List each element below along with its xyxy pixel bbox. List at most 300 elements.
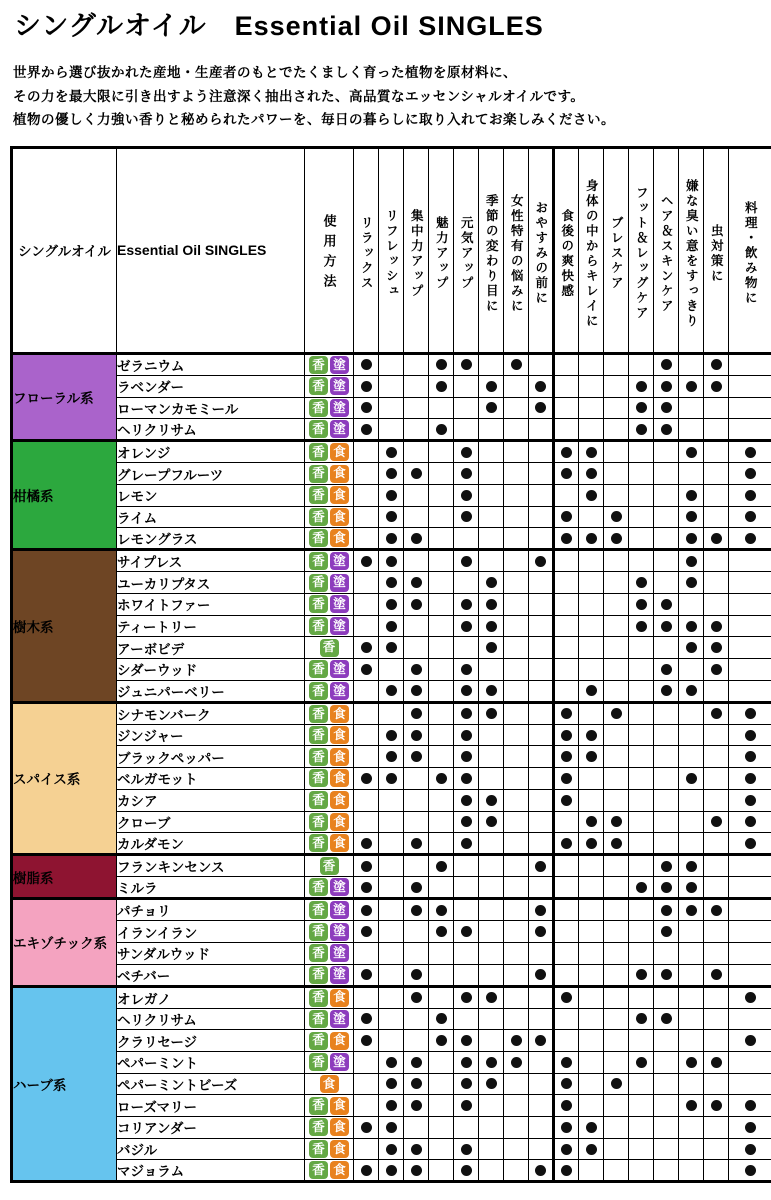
- benefit-cell: [504, 921, 529, 943]
- benefit-cell: [404, 1095, 429, 1117]
- benefit-dot: [686, 490, 697, 501]
- benefit-cell: [404, 964, 429, 986]
- usage-badge: 塗: [330, 552, 349, 570]
- benefit-dot: [386, 511, 397, 522]
- benefit-dot: [586, 468, 597, 479]
- usage-badge: 塗: [330, 420, 349, 438]
- benefit-cell: [354, 1008, 379, 1030]
- usage-badge: 香: [309, 356, 328, 374]
- benefit-dot: [411, 708, 422, 719]
- benefit-dot: [436, 381, 447, 392]
- benefit-cell: [354, 1095, 379, 1117]
- benefit-cell: [554, 572, 579, 594]
- oil-name: グレープフルーツ: [117, 463, 305, 485]
- benefit-dot: [745, 447, 756, 458]
- usage-badge: 塗: [330, 399, 349, 417]
- benefit-cell: [579, 463, 604, 485]
- benefit-cell: [729, 397, 771, 419]
- benefit-cell: [479, 942, 504, 964]
- benefit-cell: [629, 1117, 654, 1139]
- benefit-cell: [429, 1138, 454, 1160]
- benefit-cell: [729, 746, 771, 768]
- benefit-cell: [554, 768, 579, 790]
- benefit-cell: [629, 484, 654, 506]
- table-row: [12, 921, 771, 943]
- benefit-cell: [654, 637, 679, 659]
- benefit-dot: [636, 1057, 647, 1068]
- benefit-dot: [461, 490, 472, 501]
- table-row: [12, 724, 771, 746]
- benefit-cell: [554, 1117, 579, 1139]
- benefit-dot: [411, 1100, 422, 1111]
- usage-badge: 香: [309, 966, 328, 984]
- usage-badge: 塗: [330, 944, 349, 962]
- benefit-cell: [729, 528, 771, 550]
- usage-badge: 香: [309, 901, 328, 919]
- usage-cell: [305, 1160, 354, 1182]
- benefit-cell: [529, 375, 554, 397]
- benefit-cell: [679, 724, 704, 746]
- benefit-cell: [604, 463, 629, 485]
- benefit-cell: [679, 637, 704, 659]
- benefit-cell: [629, 1008, 654, 1030]
- benefit-cell: [404, 637, 429, 659]
- benefit-dot: [745, 1035, 756, 1046]
- benefit-cell: [504, 484, 529, 506]
- benefit-cell: [704, 1095, 729, 1117]
- usage-badge: 香: [309, 944, 328, 962]
- benefit-cell: [554, 855, 579, 877]
- benefit-cell: [554, 419, 579, 441]
- benefit-cell: [579, 1117, 604, 1139]
- benefit-cell: [479, 659, 504, 681]
- benefit-cell: [579, 746, 604, 768]
- table-row: [12, 986, 771, 1008]
- benefit-cell: [529, 921, 554, 943]
- benefit-dot: [686, 642, 697, 653]
- benefit-dot: [745, 1165, 756, 1176]
- benefit-cell: [454, 702, 479, 724]
- benefit-dot: [745, 511, 756, 522]
- benefit-dot: [361, 664, 372, 675]
- benefit-cell: [704, 833, 729, 855]
- benefit-dot: [561, 533, 572, 544]
- usage-cell: [305, 899, 354, 921]
- category-cell: スパイス系: [12, 702, 117, 854]
- benefit-cell: [454, 594, 479, 616]
- benefit-cell: [554, 1138, 579, 1160]
- benefit-cell: [404, 986, 429, 1008]
- benefit-cell: [579, 833, 604, 855]
- benefit-dot: [386, 1078, 397, 1089]
- usage-badge: 香: [309, 1140, 328, 1158]
- usage-badge: 香: [309, 595, 328, 613]
- benefit-cell: [679, 528, 704, 550]
- usage-cell: [305, 594, 354, 616]
- benefit-cell: [679, 899, 704, 921]
- table-row: [12, 441, 771, 463]
- benefit-cell: [654, 375, 679, 397]
- benefit-cell: [554, 397, 579, 419]
- benefit-cell: [354, 550, 379, 572]
- table-row: [12, 1160, 771, 1182]
- benefit-cell: [404, 702, 429, 724]
- benefit-cell: [629, 986, 654, 1008]
- benefit-cell: [579, 964, 604, 986]
- benefit-cell: [679, 572, 704, 594]
- oil-name: イランイラン: [117, 921, 305, 943]
- benefit-dot: [436, 926, 447, 937]
- benefit-cell: [604, 921, 629, 943]
- benefit-cell: [354, 397, 379, 419]
- benefit-cell: [729, 550, 771, 572]
- oil-name: シダーウッド: [117, 659, 305, 681]
- benefit-dot: [561, 838, 572, 849]
- category-cell: 樹木系: [12, 550, 117, 702]
- benefit-dot: [436, 905, 447, 916]
- usage-badges: [305, 791, 353, 809]
- benefit-cell: [354, 921, 379, 943]
- benefit-cell: [404, 1138, 429, 1160]
- benefit-cell: [529, 659, 554, 681]
- benefit-cell: [604, 768, 629, 790]
- benefit-cell: [654, 1008, 679, 1030]
- usage-badge: 塗: [330, 966, 349, 984]
- benefit-dot: [686, 882, 697, 893]
- benefit-cell: [729, 572, 771, 594]
- benefit-cell: [629, 1073, 654, 1095]
- benefit-cell: [529, 811, 554, 833]
- benefit-cell: [529, 1095, 554, 1117]
- benefit-dot: [361, 1165, 372, 1176]
- benefit-cell: [454, 899, 479, 921]
- usage-cell: [305, 484, 354, 506]
- table-row: [12, 877, 771, 899]
- benefit-cell: [479, 1051, 504, 1073]
- benefit-cell: [629, 942, 654, 964]
- benefit-dot: [361, 838, 372, 849]
- usage-badge: 食: [330, 769, 349, 787]
- benefit-cell: [354, 637, 379, 659]
- intro-line-1: 世界から選び抜かれた産地・生産者のもとでたくましく育った植物を原材料に、: [13, 65, 517, 81]
- benefit-cell: [604, 594, 629, 616]
- benefit-cell: [679, 1008, 704, 1030]
- oil-name: ティートリー: [117, 615, 305, 637]
- benefit-cell: [629, 746, 654, 768]
- usage-cell: [305, 789, 354, 811]
- benefit-cell: [504, 811, 529, 833]
- benefit-dot: [561, 1078, 572, 1089]
- benefit-dot: [561, 447, 572, 458]
- usage-badge: 食: [330, 465, 349, 483]
- oil-name: パチョリ: [117, 899, 305, 921]
- benefit-cell: [404, 463, 429, 485]
- benefit-cell: [429, 659, 454, 681]
- benefit-cell: [379, 615, 404, 637]
- benefit-cell: [504, 506, 529, 528]
- benefit-dot: [611, 838, 622, 849]
- benefit-dot: [561, 708, 572, 719]
- benefit-dot: [661, 621, 672, 632]
- usage-cell: [305, 441, 354, 463]
- benefit-dot: [561, 795, 572, 806]
- benefit-cell: [429, 1160, 454, 1182]
- benefit-cell: [379, 899, 404, 921]
- benefit-cell: [579, 986, 604, 1008]
- benefit-dot: [386, 1122, 397, 1133]
- benefit-dot: [361, 642, 372, 653]
- benefit-dot: [636, 577, 647, 588]
- benefit-cell: [404, 1008, 429, 1030]
- benefit-cell: [379, 1117, 404, 1139]
- benefit-cell: [579, 1008, 604, 1030]
- benefit-dot: [486, 816, 497, 827]
- benefit-dot: [686, 577, 697, 588]
- benefit-cell: [654, 419, 679, 441]
- benefit-cell: [604, 1073, 629, 1095]
- header-benefit-8: [529, 147, 554, 353]
- benefit-dot: [745, 490, 756, 501]
- benefit-dot: [386, 447, 397, 458]
- oil-name: アーボビデ: [117, 637, 305, 659]
- usage-badge: 香: [309, 465, 328, 483]
- usage-badges: [305, 1161, 353, 1179]
- benefit-cell: [404, 419, 429, 441]
- benefit-cell: [604, 1051, 629, 1073]
- benefit-dot: [686, 381, 697, 392]
- usage-cell: [305, 1117, 354, 1139]
- benefit-cell: [604, 702, 629, 724]
- usage-badge: 塗: [330, 1053, 349, 1071]
- usage-badges: [305, 420, 353, 438]
- benefit-cell: [379, 550, 404, 572]
- benefit-dot: [561, 1100, 572, 1111]
- benefit-dot: [461, 664, 472, 675]
- benefit-cell: [579, 1073, 604, 1095]
- oil-name: ブラックペッパー: [117, 746, 305, 768]
- benefit-cell: [704, 637, 729, 659]
- benefit-dot: [411, 468, 422, 479]
- benefit-dot: [386, 642, 397, 653]
- benefit-cell: [629, 572, 654, 594]
- benefit-cell: [679, 397, 704, 419]
- benefit-cell: [529, 463, 554, 485]
- benefit-cell: [529, 789, 554, 811]
- benefit-cell: [729, 659, 771, 681]
- benefit-cell: [654, 550, 679, 572]
- benefit-dot: [486, 402, 497, 413]
- benefit-cell: [504, 572, 529, 594]
- benefit-cell: [379, 572, 404, 594]
- benefit-cell: [679, 702, 704, 724]
- benefit-dot: [411, 599, 422, 610]
- benefit-dot: [745, 533, 756, 544]
- benefit-dot: [561, 730, 572, 741]
- benefit-cell: [379, 811, 404, 833]
- benefit-cell: [404, 899, 429, 921]
- benefit-cell: [729, 1008, 771, 1030]
- benefit-cell: [579, 702, 604, 724]
- benefit-cell: [454, 441, 479, 463]
- benefit-dot: [611, 533, 622, 544]
- benefit-cell: [579, 419, 604, 441]
- benefit-cell: [504, 746, 529, 768]
- benefit-cell: [504, 615, 529, 637]
- table-row: [12, 463, 771, 485]
- benefit-dot: [711, 642, 722, 653]
- usage-badges: [305, 574, 353, 592]
- benefit-cell: [579, 484, 604, 506]
- benefit-cell: [704, 353, 729, 375]
- benefit-cell: [629, 659, 654, 681]
- benefit-cell: [704, 746, 729, 768]
- benefit-cell: [379, 397, 404, 419]
- benefit-cell: [729, 1051, 771, 1073]
- header-benefit-2: [379, 147, 404, 353]
- header-benefit-label: 魅力アップ: [434, 216, 449, 292]
- benefit-cell: [354, 702, 379, 724]
- usage-cell: [305, 528, 354, 550]
- benefit-cell: [404, 680, 429, 702]
- benefit-cell: [679, 1030, 704, 1052]
- benefit-cell: [654, 680, 679, 702]
- benefit-cell: [679, 463, 704, 485]
- benefit-cell: [354, 877, 379, 899]
- usage-cell: [305, 768, 354, 790]
- oil-name: ベルガモット: [117, 768, 305, 790]
- benefit-cell: [504, 550, 529, 572]
- benefit-dot: [386, 751, 397, 762]
- benefit-cell: [504, 594, 529, 616]
- benefit-cell: [479, 550, 504, 572]
- intro-line-3: 植物の優しく力強い香りと秘められたパワーを、毎日の暮らしに取り入れてお楽しみください。: [13, 112, 615, 128]
- benefit-cell: [429, 1030, 454, 1052]
- benefit-dot: [636, 1013, 647, 1024]
- benefit-dot: [411, 1078, 422, 1089]
- usage-cell: [305, 463, 354, 485]
- table-row: [12, 702, 771, 724]
- benefit-cell: [579, 594, 604, 616]
- benefit-dot: [586, 751, 597, 762]
- benefit-cell: [504, 899, 529, 921]
- usage-badge: 食: [330, 813, 349, 831]
- usage-cell: [305, 1073, 354, 1095]
- benefit-dot: [711, 708, 722, 719]
- category-cell: 樹脂系: [12, 855, 117, 899]
- benefit-cell: [629, 615, 654, 637]
- benefit-cell: [504, 375, 529, 397]
- benefit-cell: [654, 1051, 679, 1073]
- benefit-cell: [454, 463, 479, 485]
- benefit-cell: [729, 680, 771, 702]
- benefit-dot: [611, 511, 622, 522]
- benefit-dot: [461, 773, 472, 784]
- benefit-cell: [679, 811, 704, 833]
- benefit-cell: [379, 1138, 404, 1160]
- benefit-cell: [729, 1138, 771, 1160]
- benefit-cell: [454, 637, 479, 659]
- benefit-cell: [629, 463, 654, 485]
- usage-badge: 香: [309, 1010, 328, 1028]
- benefit-dot: [386, 730, 397, 741]
- usage-badge: 塗: [330, 901, 349, 919]
- benefit-dot: [561, 511, 572, 522]
- benefit-cell: [429, 528, 454, 550]
- benefit-cell: [579, 353, 604, 375]
- benefit-cell: [604, 964, 629, 986]
- benefit-cell: [479, 1008, 504, 1030]
- usage-cell: [305, 572, 354, 594]
- usage-badges: [305, 901, 353, 919]
- oil-name: コリアンダー: [117, 1117, 305, 1139]
- benefit-dot: [661, 664, 672, 675]
- benefit-cell: [379, 877, 404, 899]
- oil-name: ベチバー: [117, 964, 305, 986]
- benefit-dot: [436, 424, 447, 435]
- benefit-cell: [529, 550, 554, 572]
- benefit-cell: [629, 397, 654, 419]
- benefit-cell: [704, 1160, 729, 1182]
- header-benefit-label: 嫌な臭い意をすっきり: [684, 178, 699, 329]
- oil-name: ミルラ: [117, 877, 305, 899]
- benefit-cell: [629, 1160, 654, 1182]
- benefit-cell: [379, 964, 404, 986]
- oil-name: ヘリクリサム: [117, 1008, 305, 1030]
- benefit-cell: [454, 746, 479, 768]
- header-benefit-label: 虫対策に: [709, 223, 724, 284]
- benefit-cell: [579, 1030, 604, 1052]
- benefit-cell: [529, 899, 554, 921]
- benefit-cell: [454, 1051, 479, 1073]
- benefit-dot: [561, 1144, 572, 1155]
- usage-badge: 塗: [330, 682, 349, 700]
- benefit-cell: [729, 921, 771, 943]
- benefit-cell: [729, 702, 771, 724]
- benefit-cell: [554, 724, 579, 746]
- table-row: [12, 833, 771, 855]
- benefit-cell: [379, 1073, 404, 1095]
- benefit-dot: [411, 1165, 422, 1176]
- benefit-cell: [379, 1030, 404, 1052]
- benefit-cell: [579, 768, 604, 790]
- benefit-cell: [654, 899, 679, 921]
- benefit-cell: [429, 463, 454, 485]
- benefit-dot: [386, 773, 397, 784]
- benefit-dot: [636, 402, 647, 413]
- benefit-cell: [479, 1138, 504, 1160]
- benefit-cell: [679, 659, 704, 681]
- table-row: [12, 550, 771, 572]
- benefit-dot: [661, 905, 672, 916]
- benefit-dot: [411, 1057, 422, 1068]
- benefit-cell: [629, 921, 654, 943]
- benefit-dot: [361, 402, 372, 413]
- benefit-cell: [454, 942, 479, 964]
- usage-cell: [305, 1138, 354, 1160]
- benefit-dot: [486, 599, 497, 610]
- benefit-cell: [629, 877, 654, 899]
- benefit-cell: [604, 1138, 629, 1160]
- benefit-dot: [486, 621, 497, 632]
- benefit-dot: [461, 599, 472, 610]
- usage-badge: 香: [309, 1118, 328, 1136]
- table-row: [12, 594, 771, 616]
- benefit-cell: [379, 441, 404, 463]
- benefit-cell: [479, 702, 504, 724]
- usage-badges: [305, 508, 353, 526]
- benefit-cell: [629, 419, 654, 441]
- benefit-cell: [704, 419, 729, 441]
